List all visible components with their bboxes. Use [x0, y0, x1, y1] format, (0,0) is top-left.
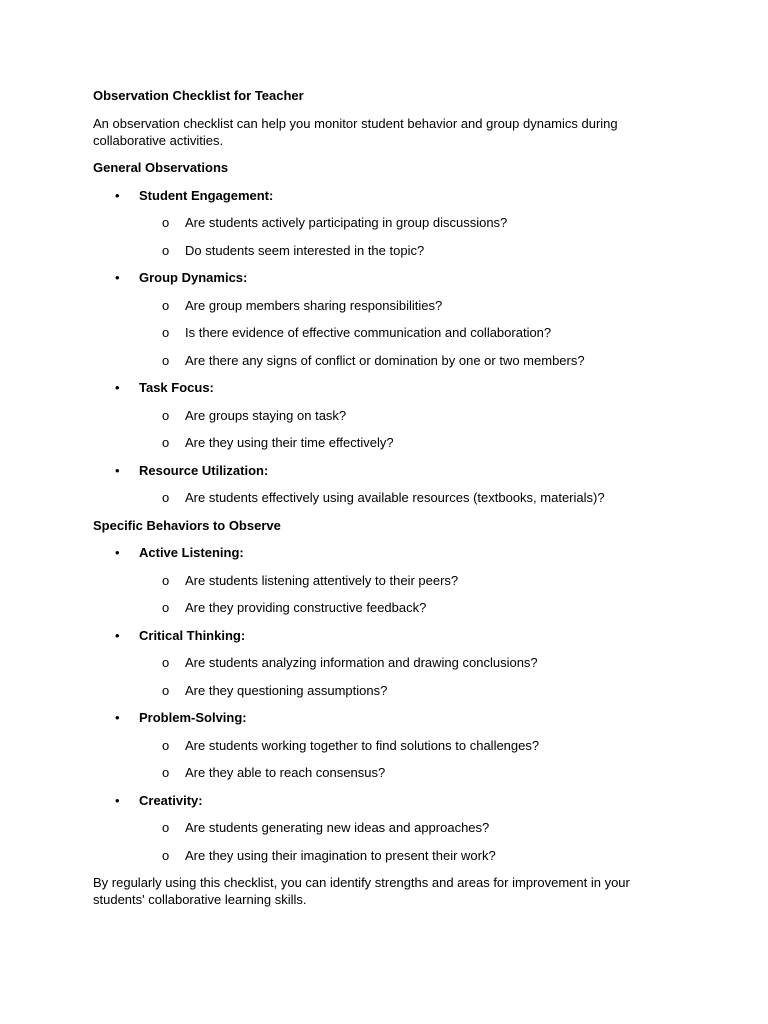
sub-bullet-marker: o: [162, 215, 170, 230]
sub-list-item-text: Are students working together to find solutions to challenges?: [185, 737, 540, 753]
list-item-label: Group Dynamics:: [139, 270, 248, 285]
sub-bullet-marker: o: [162, 655, 170, 670]
sub-list-item-text: Are students actively participating in group discussions?: [185, 215, 508, 230]
sub-list-item-text: Are students effectively using available resources (textbooks, materials)?: [185, 490, 605, 505]
list-item-label: Active Listening:: [139, 545, 244, 560]
sub-bullet-marker: o: [162, 297, 170, 313]
list-item: [93, 462, 653, 479]
document-title: Observation Checklist for Teacher: [93, 88, 304, 103]
sub-list-item-text: Are they able to reach consensus?: [185, 765, 386, 780]
sub-list-item: [93, 847, 653, 864]
sub-list-item: [93, 297, 653, 314]
sub-list-item: [93, 572, 653, 589]
sub-bullet-marker: o: [162, 765, 170, 780]
list-item-label: Resource Utilization:: [139, 462, 269, 478]
sub-list-item: [93, 764, 653, 781]
sub-bullet-marker: o: [162, 737, 170, 753]
sub-bullet-marker: o: [162, 242, 170, 258]
bullet-marker: •: [115, 187, 120, 203]
sub-list-item: [93, 434, 653, 451]
list-item-label: Student Engagement:: [139, 187, 274, 203]
sub-list-item-text: Are they using their time effectively?: [185, 435, 394, 450]
sub-list-item-text: Are groups staying on task?: [185, 407, 347, 423]
sub-list-item-text: Are there any signs of conflict or domination by one or two members?: [185, 352, 585, 368]
sub-bullet-marker: o: [162, 435, 170, 450]
sub-bullet-marker: o: [162, 600, 170, 615]
list-item: [93, 627, 653, 644]
list-item: [93, 709, 653, 726]
sub-bullet-marker: o: [162, 572, 170, 588]
sub-bullet-marker: o: [162, 847, 170, 863]
sub-list-item: [93, 352, 653, 369]
list-item: [93, 379, 653, 396]
sub-list-item: [93, 407, 653, 424]
sub-list-item-text: Is there evidence of effective communication and collaboration?: [185, 325, 552, 340]
sub-bullet-marker: o: [162, 682, 170, 698]
section-heading-specific-behaviors: Specific Behaviors to Observe: [93, 517, 281, 533]
sub-list-item: [93, 324, 653, 341]
sub-bullet-marker: o: [162, 325, 170, 340]
sub-list-item-text: Are students listening attentively to their peers?: [185, 572, 459, 588]
sub-list-item-text: Do students seem interested in the topic?: [185, 242, 425, 258]
bullet-marker: •: [115, 380, 120, 395]
sub-bullet-marker: o: [162, 352, 170, 368]
list-item: [93, 792, 653, 809]
bullet-marker: •: [115, 545, 120, 560]
sub-list-item-text: Are students generating new ideas and approaches?: [185, 820, 490, 835]
sub-list-item-text: Are students analyzing information and drawing conclusions?: [185, 655, 538, 670]
list-item-label: Task Focus:: [139, 380, 214, 395]
section-heading-general-observations: General Observations: [93, 160, 229, 175]
sub-bullet-marker: o: [162, 407, 170, 423]
list-item-label: Problem-Solving:: [139, 710, 247, 725]
sub-list-item: [93, 489, 653, 506]
bullet-marker: •: [115, 627, 120, 643]
sub-list-item-text: Are group members sharing responsibilities?: [185, 297, 443, 313]
sub-list-item-text: Are they using their imagination to present their work?: [185, 847, 496, 863]
sub-list-item: [93, 242, 653, 259]
sub-list-item: [93, 737, 653, 754]
list-item-label: Critical Thinking:: [139, 627, 246, 643]
bullet-marker: •: [115, 462, 120, 478]
bullet-marker: •: [115, 710, 120, 725]
sub-list-item: [93, 682, 653, 699]
intro-paragraph: An observation checklist can help you monitor student behavior and group dynamics during collaborative activities.: [93, 115, 618, 148]
document-page: [93, 87, 653, 908]
bullet-marker: •: [115, 270, 120, 285]
bullet-marker: •: [115, 792, 120, 808]
sub-list-item: [93, 214, 653, 231]
conclusion-paragraph: By regularly using this checklist, you can identify strengths and areas for improvement in your students' collaborative learning skills.: [93, 875, 630, 907]
list-item: [93, 187, 653, 204]
sub-list-item: [93, 654, 653, 671]
sub-list-item-text: Are they questioning assumptions?: [185, 682, 388, 698]
list-item-label: Creativity:: [139, 792, 203, 808]
list-item: [93, 544, 653, 561]
sub-list-item-text: Are they providing constructive feedback?: [185, 600, 427, 615]
sub-bullet-marker: o: [162, 490, 170, 505]
sub-list-item: [93, 599, 653, 616]
sub-list-item: [93, 819, 653, 836]
list-item: [93, 269, 653, 286]
sub-bullet-marker: o: [162, 820, 170, 835]
